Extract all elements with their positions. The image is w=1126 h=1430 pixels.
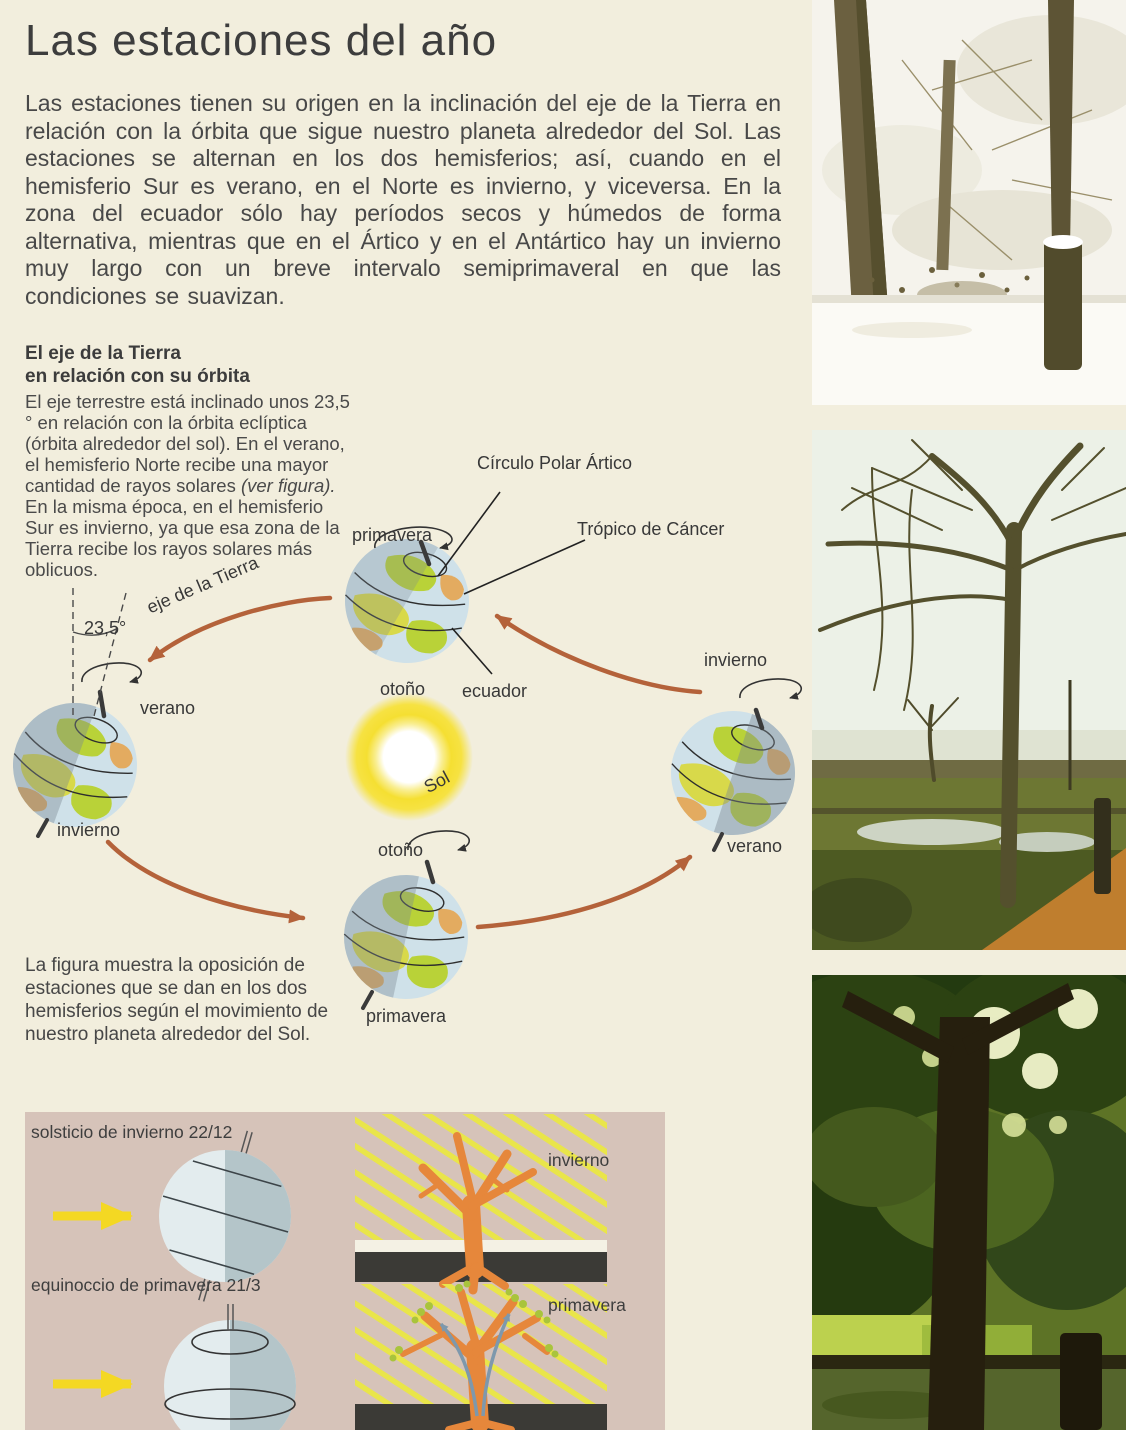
globe-winter-north xyxy=(655,695,810,851)
label-inclinacion-23-5: 23,5° xyxy=(84,618,127,638)
season-label-verano-right: verano xyxy=(727,836,783,856)
label-eje-de-la-tierra: eje de la Tierra xyxy=(143,552,262,618)
label-circulo-polar-artico: Círculo Polar Ártico xyxy=(477,453,633,473)
sidebar-body-italic: (ver figura). xyxy=(240,475,336,496)
winter-season-label: invierno xyxy=(548,1150,610,1170)
photo-summer-green xyxy=(812,975,1126,1430)
sun xyxy=(345,693,473,821)
season-label-primavera-bottom: primavera xyxy=(366,1006,447,1026)
figure-caption: La figura muestra la oposición de estaciones que se dan en los dos hemisferios según el movimiento de nuestro planeta alrededor del Sol. xyxy=(25,955,329,1045)
photo-winter-snow xyxy=(812,0,1126,405)
sidebar-heading-line2: en relación con su órbita xyxy=(25,366,250,387)
season-label-invierno-right: invierno xyxy=(704,650,768,670)
label-ecuador: ecuador xyxy=(462,681,528,701)
winter-solstice-label: solsticio de invierno 22/12 xyxy=(31,1122,233,1142)
page-title: Las estaciones del año xyxy=(25,16,498,65)
label-sol: Sol xyxy=(420,767,453,797)
label-tropico-de-cancer: Trópico de Cáncer xyxy=(577,519,725,539)
solstice-equinox-panel xyxy=(25,1112,665,1430)
season-label-verano-left: verano xyxy=(140,698,196,718)
season-label-otono-bottom: otoño xyxy=(378,840,424,860)
spring-season-label: primavera xyxy=(548,1295,626,1315)
sidebar-body-text2: En la misma época, en el hemisferio Sur es invierno, ya que esa zona de la Tierra recibe los rayos solares más oblicuos. xyxy=(25,496,340,580)
equinox-globe xyxy=(164,1304,296,1430)
winter-tree-scene xyxy=(355,1114,610,1290)
sidebar-body-text: El eje terrestre está inclinado unos 23,5 ° en relación con la órbita eclíptica (órbita alrededor del sol). En el verano, el hemisferio Norte recibe una mayor cantidad de rayos solares xyxy=(25,391,350,496)
season-label-primavera-top: primavera xyxy=(352,525,433,545)
sidebar-heading-line1: El eje de la Tierra xyxy=(25,343,181,364)
season-label-otono-top: otoño xyxy=(380,679,426,699)
season-label-invierno-left: invierno xyxy=(57,820,121,840)
spring-equinox-label: equinoccio de primavera 21/3 xyxy=(31,1275,261,1295)
photo-bare-trees xyxy=(812,430,1126,950)
intro-paragraph: Las estaciones tienen su origen en la inclinación del eje de la Tierra en relación con la órbita que sigue nuestro planeta alrededor del Sol. Las estaciones se alternan en los dos hemisferios; así, cuando en el hemisferio Sur es verano, en el Norte es invierno, y viceversa. En la zona del ecuador sólo hay períodos secos y húmedos de forma alternativa, mientras que en el Ártico y en el Antártico hay un invierno muy largo con un breve intervalo semiprimaveral en que las condiciones se suavizan. xyxy=(25,90,781,309)
